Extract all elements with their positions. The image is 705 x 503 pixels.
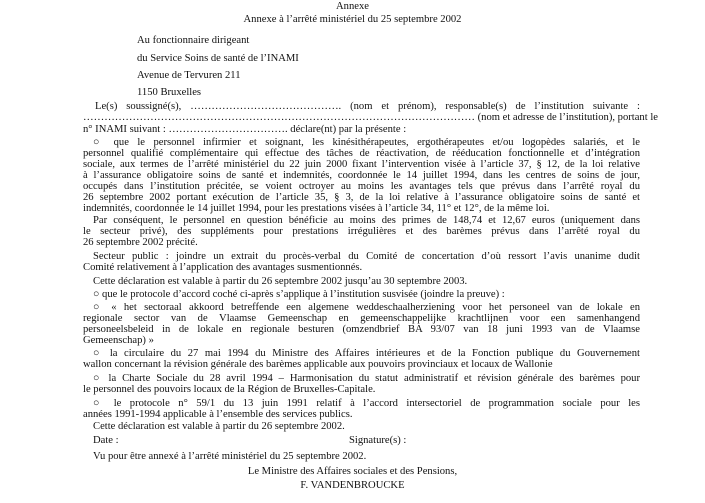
paragraph-line: le secteur privé), des suppléments pour prestations irrégulières et des barèmes prévus dans l’arrêté royal du xyxy=(83,226,640,237)
intro-line: ………………………………………………………………………………………………… (nom et adresse de l’institution), portant le xyxy=(83,112,658,123)
minister-name: F. VANDENBROUCKE xyxy=(300,480,405,491)
paragraph-line: ○ « het sectoraal akkoord betreffende een algemene weddeschaalherziening voor het personeel van de lokale en xyxy=(93,302,640,313)
paragraph-line: indemnités, coordonnée le 14 juillet 1994, pour les prestations visées à l’article 34, 11° et 12°, de la même loi. xyxy=(83,203,550,214)
paragraph-line: Par conséquent, le personnel en question bénéficie au moins des primes de 148,74 et 12,67 euros (uniquement dans xyxy=(93,215,640,226)
address-line: Au fonctionnaire dirigeant xyxy=(137,35,250,46)
paragraph-line: Comité relativement à l’application des avantages susmentionnés. xyxy=(83,262,363,273)
paragraph-line: Gemeenschap) » xyxy=(83,335,154,346)
validity-line: Cette déclaration est valable à partir du 26 septembre 2002 jusqu’au 30 septembre 2003. xyxy=(93,276,468,287)
protocol-intro: ○ que le protocole d’accord coché ci-après s’applique à l’institution susvisée (joindre la preuve) : xyxy=(93,289,505,300)
intro-line: n° INAMI suivant : ……………………………. déclare(nt) par la présente : xyxy=(83,124,407,135)
paragraph-line: ○ le protocole n° 59/1 du 13 juin 1991 relatif à l’accord intersectoriel de programmation sociale pour les xyxy=(93,398,640,409)
address-line: du Service Soins de santé de l’INAMI xyxy=(137,53,299,64)
paragraph-line: 26 septembre 2002 portant exécution de l’article 35, § 3, de la loi relative à l’assurance obligatoire soins de santé et xyxy=(83,192,640,203)
address-line: Avenue de Tervuren 211 xyxy=(137,70,241,81)
paragraph-line: 26 septembre 2002 précité. xyxy=(83,237,198,248)
page-title: Annexe xyxy=(336,1,369,12)
paragraph-line: sociale, aux termes de l’arrêté ministériel du 22 juin 2000 fixant l’intervention visée à l’article 37, § 12, de la loi relative xyxy=(83,159,640,170)
paragraph-line: ○ la Charte Sociale du 28 avril 1994 – Harmonisation du statut administratif et révision générale des barèmes pour xyxy=(93,373,640,384)
paragraph-line: Secteur public : joindre un extrait du procès-verbal du Comité de concertation d’où ressort l’avis unanime dudit xyxy=(93,251,640,262)
minister-title: Le Ministre des Affaires sociales et des Pensions, xyxy=(247,466,458,477)
page-subtitle: Annexe à l’arrêté ministériel du 25 septembre 2002 xyxy=(243,14,462,25)
intro-line: Le(s) soussigné(s), ……………………………………. (nom et prénom), responsable(s) de l’institution suivante : xyxy=(95,101,640,112)
validity-line: Cette déclaration est valable à partir du 26 septembre 2002. xyxy=(93,421,345,432)
paragraph-line: personnel qualifié complémentaire qui effectue des tâches de réactivation, de rééducation fonctionnelle et d’intégration xyxy=(83,148,640,159)
paragraph-line: personeelsbeleid in de lokale en regionale besturen (omzendbrief BA 93/07 van 18 juni 1993 van de Vlaamse xyxy=(83,324,640,335)
date-label: Date : xyxy=(93,435,119,446)
paragraph-line: ○ la circulaire du 27 mai 1994 du Ministre des Affaires intérieures et de la Fonction publique du Gouvernement xyxy=(93,348,640,359)
paragraph-line: wallon concernant la révision générale des barèmes applicable aux pouvoirs provinciaux et locaux de Wallonie xyxy=(83,359,553,370)
address-line: 1150 Bruxelles xyxy=(137,87,202,98)
signature-label: Signature(s) : xyxy=(349,435,407,446)
paragraph-line: années 1991-1994 applicable à l’ensemble des services publics. xyxy=(83,409,353,420)
paragraph-line: regionale sector van de Vlaamse Gemeenschap en gemeenschappelijke krachtlijnen voor een samenhangend xyxy=(83,313,640,324)
paragraph-line: ○ que le personnel infirmier et soignant, les kinésithérapeutes, ergothérapeutes et/ou logopèdes salariés, et le xyxy=(93,137,640,148)
paragraph-line: le personnel des pouvoirs locaux de la Région de Bruxelles-Capitale. xyxy=(83,384,376,395)
annexed-line: Vu pour être annexé à l’arrêté ministériel du 25 septembre 2002. xyxy=(93,451,367,462)
paragraph-line: occupés dans l’institution précitée, se voient octroyer au moins les avantages tels que prévus dans l’arrêté royal du xyxy=(83,181,640,192)
paragraph-line: à l’assurance obligatoire soins de santé et indemnités, coordonnée le 14 juillet 1994, dans les centres de soins de jour, xyxy=(83,170,640,181)
